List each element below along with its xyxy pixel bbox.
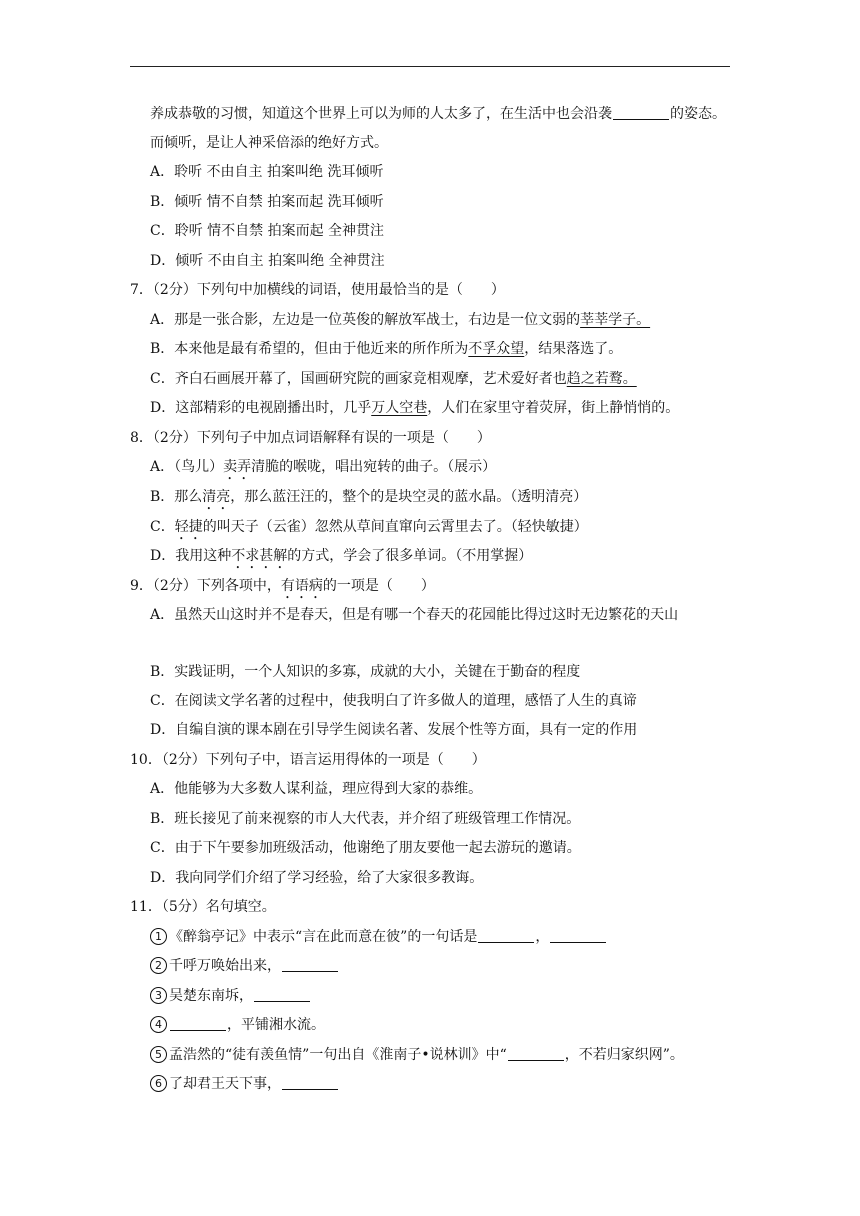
dotted-term: 不求甚解 xyxy=(231,548,288,564)
q10-option-b[interactable]: B．班长接见了前来视察的市人大代表，并介绍了班级管理工作情况。 xyxy=(150,811,581,827)
q6-option-c[interactable]: C．聆听 情不自禁 拍案而起 全神贯注 xyxy=(150,223,385,239)
circled-number: 6 xyxy=(150,1075,167,1092)
q7-option-d[interactable]: D．这部精彩的电视剧播出时，几乎万人空巷，人们在家里守着荧屏，街上静悄悄的。 xyxy=(150,400,680,416)
q11-stem: 11．（5分）名句填空。 xyxy=(130,899,276,915)
underlined-term: 万人空巷 xyxy=(371,400,428,416)
q9-option-b[interactable]: B．实践证明，一个人知识的多寡，成就的大小，关键在于勤奋的程度 xyxy=(150,664,581,680)
q11-item-3: 3 吴楚东南坼， xyxy=(150,986,311,1006)
q6-option-d[interactable]: D．倾听 不由自主 拍案叫绝 全神贯注 xyxy=(150,253,385,269)
answer-blank[interactable] xyxy=(508,1046,564,1061)
answer-blank[interactable] xyxy=(550,928,606,943)
underlined-term: 趋之若鹜。 xyxy=(566,371,637,387)
q10-option-c[interactable]: C．由于下午要参加班级活动，他谢绝了朋友要他一起去游玩的邀请。 xyxy=(150,840,581,856)
q7-option-a[interactable]: A．那是一张合影，左边是一位英俊的解放军战士，右边是一位文弱的莘莘学子。 xyxy=(150,312,651,328)
circled-number: 2 xyxy=(150,957,167,974)
q7-option-c[interactable]: C．齐白石画展开幕了，国画研究院的画家竞相观摩，艺术爱好者也趋之若鹜。 xyxy=(150,371,637,387)
q10-option-a[interactable]: A．他能够为大多数人谋利益，理应得到大家的恭维。 xyxy=(150,781,483,797)
answer-blank[interactable] xyxy=(478,928,534,943)
underlined-term: 莘莘学子。 xyxy=(580,312,651,328)
q8-option-a[interactable]: A．（鸟儿）卖弄清脆的喉咙，唱出宛转的曲子。（展示） xyxy=(150,459,497,475)
answer-blank[interactable] xyxy=(282,1075,338,1090)
q6-option-b[interactable]: B．倾听 情不自禁 拍案而起 洗耳倾听 xyxy=(150,194,384,210)
circled-number: 5 xyxy=(150,1046,167,1063)
circled-number: 4 xyxy=(150,1016,167,1033)
dotted-term: 卖弄 xyxy=(223,459,252,475)
dotted-term: 轻捷 xyxy=(174,519,203,535)
q8-stem: 8．（2分）下列句子中加点词语解释有误的一项是（ ） xyxy=(130,430,491,446)
q9-stem: 9．（2分）下列各项中，有语病的一项是（ ） xyxy=(130,578,435,594)
q7-stem: 7．（2分）下列句中加横线的词语，使用最恰当的是（ ） xyxy=(130,282,505,298)
dotted-term: 有语病 xyxy=(280,578,323,594)
q10-option-d[interactable]: D．我向同学们介绍了学习经验，给了大家很多教诲。 xyxy=(150,870,484,886)
q11-item-4: 4 ，平铺湘水流。 xyxy=(150,1015,325,1035)
answer-blank[interactable] xyxy=(254,987,310,1002)
underlined-term: 不孚众望 xyxy=(468,341,525,357)
answer-blank[interactable] xyxy=(170,1016,226,1031)
q11-item-6: 6 了却君王天下事， xyxy=(150,1074,339,1094)
q9-option-d[interactable]: D．自编自演的课本剧在引导学生阅读名著、发展个性等方面，具有一定的作用 xyxy=(150,722,638,738)
q10-stem: 10．（2分）下列句子中，语言运用得体的一项是（ ） xyxy=(130,752,486,768)
q8-option-c[interactable]: C．轻捷的叫天子（云雀）忽然从草间直窜向云霄里去了。（轻快敏捷） xyxy=(150,519,588,535)
q6-option-a[interactable]: A．聆听 不由自主 拍案叫绝 洗耳倾听 xyxy=(150,164,384,180)
answer-blank[interactable] xyxy=(613,105,669,120)
q9-option-c[interactable]: C．在阅读文学名著的过程中，使我明白了许多做人的道理，感悟了人生的真谛 xyxy=(150,693,637,709)
q11-item-1: 1 《醉翁亭记》中表示“言在此而意在彼”的一句话是 ， xyxy=(150,927,607,947)
q7-option-b[interactable]: B．本来他是最有希望的，但由于他近来的所作所为不孚众望，结果落选了。 xyxy=(150,341,623,357)
dotted-term: 清亮 xyxy=(202,489,231,505)
q6-continuation-line1: 养成恭敬的习惯，知道这个世界上可以为师的人太多了，在生活中也会沿袭 的姿态。 xyxy=(150,106,726,122)
q11-item-5: 5 孟浩然的“徒有羡鱼情”一句出自《淮南子•说林训》中“ ，不若归家织网”。 xyxy=(150,1045,684,1065)
answer-blank[interactable] xyxy=(282,957,338,972)
q8-option-b[interactable]: B．那么清亮，那么蓝汪汪的，整个的是块空灵的蓝水晶。（透明清亮） xyxy=(150,489,588,505)
q11-item-2: 2 千呼万唤始出来， xyxy=(150,956,339,976)
q9-option-a[interactable]: A．虽然天山这时并不是春天，但是有哪一个春天的花园能比得过这时无边繁花的天山 xyxy=(150,607,679,623)
circled-number: 3 xyxy=(150,987,167,1004)
header-rule xyxy=(130,66,730,67)
circled-number: 1 xyxy=(150,928,167,945)
q8-option-d[interactable]: D．我用这种不求甚解的方式，学会了很多单词。（不用掌握） xyxy=(150,548,533,564)
q6-continuation-line2: 而倾听，是让人神采倍添的绝好方式。 xyxy=(150,135,388,151)
